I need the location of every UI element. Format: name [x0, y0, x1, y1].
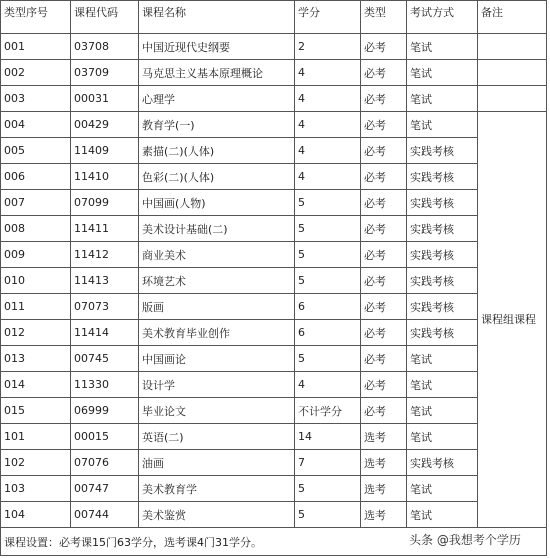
cell-course-code: 07076	[71, 450, 139, 476]
cell-type: 选考	[361, 424, 407, 450]
table-row	[1, 450, 547, 476]
cell-type-no: 013	[1, 346, 71, 372]
cell-type: 必考	[361, 112, 407, 138]
table-row	[1, 112, 547, 138]
cell-type-no: 001	[1, 34, 71, 60]
cell-type: 必考	[361, 346, 407, 372]
cell-type-no: 104	[1, 502, 71, 528]
cell-course-name: 设计学	[139, 372, 295, 398]
cell-credits: 4	[295, 112, 361, 138]
cell-type-no: 015	[1, 398, 71, 424]
cell-course-code: 11411	[71, 216, 139, 242]
cell-credits: 7	[295, 450, 361, 476]
header-course-code: 课程代码	[71, 1, 139, 34]
table-row	[1, 242, 547, 268]
cell-type: 必考	[361, 320, 407, 346]
cell-course-code: 00747	[71, 476, 139, 502]
cell-credits: 5	[295, 242, 361, 268]
cell-course-name: 马克思主义基本原理概论	[139, 60, 295, 86]
cell-credits: 5	[295, 216, 361, 242]
cell-type-no: 014	[1, 372, 71, 398]
cell-course-code: 03708	[71, 34, 139, 60]
table-row	[1, 424, 547, 450]
table-row	[1, 346, 547, 372]
cell-course-name: 商业美术	[139, 242, 295, 268]
cell-credits: 4	[295, 86, 361, 112]
cell-type-no: 005	[1, 138, 71, 164]
cell-exam-method: 笔试	[407, 112, 478, 138]
cell-course-name: 心理学	[139, 86, 295, 112]
cell-course-code: 11413	[71, 268, 139, 294]
cell-exam-method: 笔试	[407, 424, 478, 450]
cell-exam-method: 实践考核	[407, 450, 478, 476]
cell-type: 必考	[361, 190, 407, 216]
cell-course-code: 00031	[71, 86, 139, 112]
cell-type-no: 008	[1, 216, 71, 242]
cell-credits: 5	[295, 346, 361, 372]
cell-credits: 4	[295, 372, 361, 398]
cell-credits: 4	[295, 138, 361, 164]
cell-course-code: 07073	[71, 294, 139, 320]
cell-course-name: 美术设计基础(二)	[139, 216, 295, 242]
cell-course-code: 00745	[71, 346, 139, 372]
cell-exam-method: 笔试	[407, 476, 478, 502]
cell-type: 必考	[361, 398, 407, 424]
cell-type-no: 007	[1, 190, 71, 216]
cell-type-no: 010	[1, 268, 71, 294]
cell-type: 必考	[361, 372, 407, 398]
table-row	[1, 476, 547, 502]
cell-credits: 4	[295, 60, 361, 86]
header-row	[1, 1, 547, 34]
table-row	[1, 398, 547, 424]
cell-exam-method: 笔试	[407, 60, 478, 86]
header-exam-method: 考试方式	[407, 1, 478, 34]
cell-credits: 4	[295, 164, 361, 190]
cell-course-name: 环境艺术	[139, 268, 295, 294]
cell-type: 必考	[361, 268, 407, 294]
cell-type-no: 002	[1, 60, 71, 86]
cell-course-name: 英语(二)	[139, 424, 295, 450]
table-row	[1, 268, 547, 294]
cell-course-name: 教育学(一)	[139, 112, 295, 138]
cell-type: 必考	[361, 60, 407, 86]
cell-course-code: 07099	[71, 190, 139, 216]
table-row	[1, 86, 547, 112]
header-credits: 学分	[295, 1, 361, 34]
cell-course-name: 中国近现代史纲要	[139, 34, 295, 60]
cell-type: 必考	[361, 138, 407, 164]
cell-credits: 5	[295, 502, 361, 528]
header-course-name: 课程名称	[139, 1, 295, 34]
cell-exam-method: 实践考核	[407, 320, 478, 346]
cell-credits: 5	[295, 190, 361, 216]
cell-credits: 14	[295, 424, 361, 450]
cell-exam-method: 实践考核	[407, 138, 478, 164]
cell-course-code: 11414	[71, 320, 139, 346]
cell-credits: 5	[295, 268, 361, 294]
cell-type: 必考	[361, 294, 407, 320]
cell-type: 选考	[361, 476, 407, 502]
cell-type: 选考	[361, 502, 407, 528]
cell-exam-method: 笔试	[407, 398, 478, 424]
cell-course-name: 版画	[139, 294, 295, 320]
table-row	[1, 190, 547, 216]
cell-exam-method: 笔试	[407, 346, 478, 372]
table-row	[1, 294, 547, 320]
table-row	[1, 502, 547, 528]
cell-course-code: 06999	[71, 398, 139, 424]
course-summary: 课程设置：必考课15门63学分，选考课4门31学分。	[1, 528, 547, 556]
cell-credits: 不计学分	[295, 398, 361, 424]
cell-exam-method: 实践考核	[407, 190, 478, 216]
watermark: 头条 @我想考个学历	[409, 533, 521, 547]
cell-type-no: 003	[1, 86, 71, 112]
cell-type: 选考	[361, 450, 407, 476]
cell-course-name: 毕业论文	[139, 398, 295, 424]
header-type-no: 类型序号	[1, 1, 71, 34]
cell-credits: 5	[295, 476, 361, 502]
cell-credits: 6	[295, 320, 361, 346]
cell-course-code: 03709	[71, 60, 139, 86]
cell-remarks	[478, 34, 547, 60]
cell-type-no: 103	[1, 476, 71, 502]
cell-exam-method: 笔试	[407, 372, 478, 398]
cell-course-code: 11412	[71, 242, 139, 268]
cell-remarks-group: 课程组课程	[478, 112, 547, 528]
header-remarks: 备注	[478, 1, 547, 34]
cell-type-no: 101	[1, 424, 71, 450]
cell-exam-method: 笔试	[407, 34, 478, 60]
cell-exam-method: 实践考核	[407, 164, 478, 190]
cell-credits: 6	[295, 294, 361, 320]
cell-type-no: 012	[1, 320, 71, 346]
cell-exam-method: 实践考核	[407, 268, 478, 294]
table-row	[1, 34, 547, 60]
cell-course-name: 美术教育学	[139, 476, 295, 502]
cell-course-code: 00744	[71, 502, 139, 528]
cell-course-name: 美术鉴赏	[139, 502, 295, 528]
cell-remarks	[478, 86, 547, 112]
cell-course-name: 美术教育毕业创作	[139, 320, 295, 346]
table-row	[1, 372, 547, 398]
cell-type: 必考	[361, 216, 407, 242]
cell-course-name: 中国画(人物)	[139, 190, 295, 216]
cell-course-code: 00015	[71, 424, 139, 450]
cell-course-name: 油画	[139, 450, 295, 476]
cell-course-code: 00429	[71, 112, 139, 138]
cell-course-name: 色彩(二)(人体)	[139, 164, 295, 190]
cell-course-name: 素描(二)(人体)	[139, 138, 295, 164]
header-type: 类型	[361, 1, 407, 34]
cell-exam-method: 实践考核	[407, 216, 478, 242]
cell-course-code: 11409	[71, 138, 139, 164]
cell-exam-method: 实践考核	[407, 294, 478, 320]
cell-credits: 2	[295, 34, 361, 60]
cell-type: 必考	[361, 34, 407, 60]
cell-course-code: 11410	[71, 164, 139, 190]
cell-course-code: 11330	[71, 372, 139, 398]
cell-type-no: 011	[1, 294, 71, 320]
cell-exam-method: 笔试	[407, 86, 478, 112]
cell-type-no: 102	[1, 450, 71, 476]
cell-type-no: 006	[1, 164, 71, 190]
cell-remarks	[478, 60, 547, 86]
table-row	[1, 138, 547, 164]
table-row	[1, 216, 547, 242]
cell-type-no: 009	[1, 242, 71, 268]
cell-type: 必考	[361, 164, 407, 190]
table-row	[1, 164, 547, 190]
table-row	[1, 320, 547, 346]
cell-course-name: 中国画论	[139, 346, 295, 372]
cell-type: 必考	[361, 86, 407, 112]
cell-type: 必考	[361, 242, 407, 268]
cell-exam-method: 实践考核	[407, 242, 478, 268]
table-row	[1, 60, 547, 86]
cell-exam-method: 笔试	[407, 502, 478, 528]
cell-type-no: 004	[1, 112, 71, 138]
